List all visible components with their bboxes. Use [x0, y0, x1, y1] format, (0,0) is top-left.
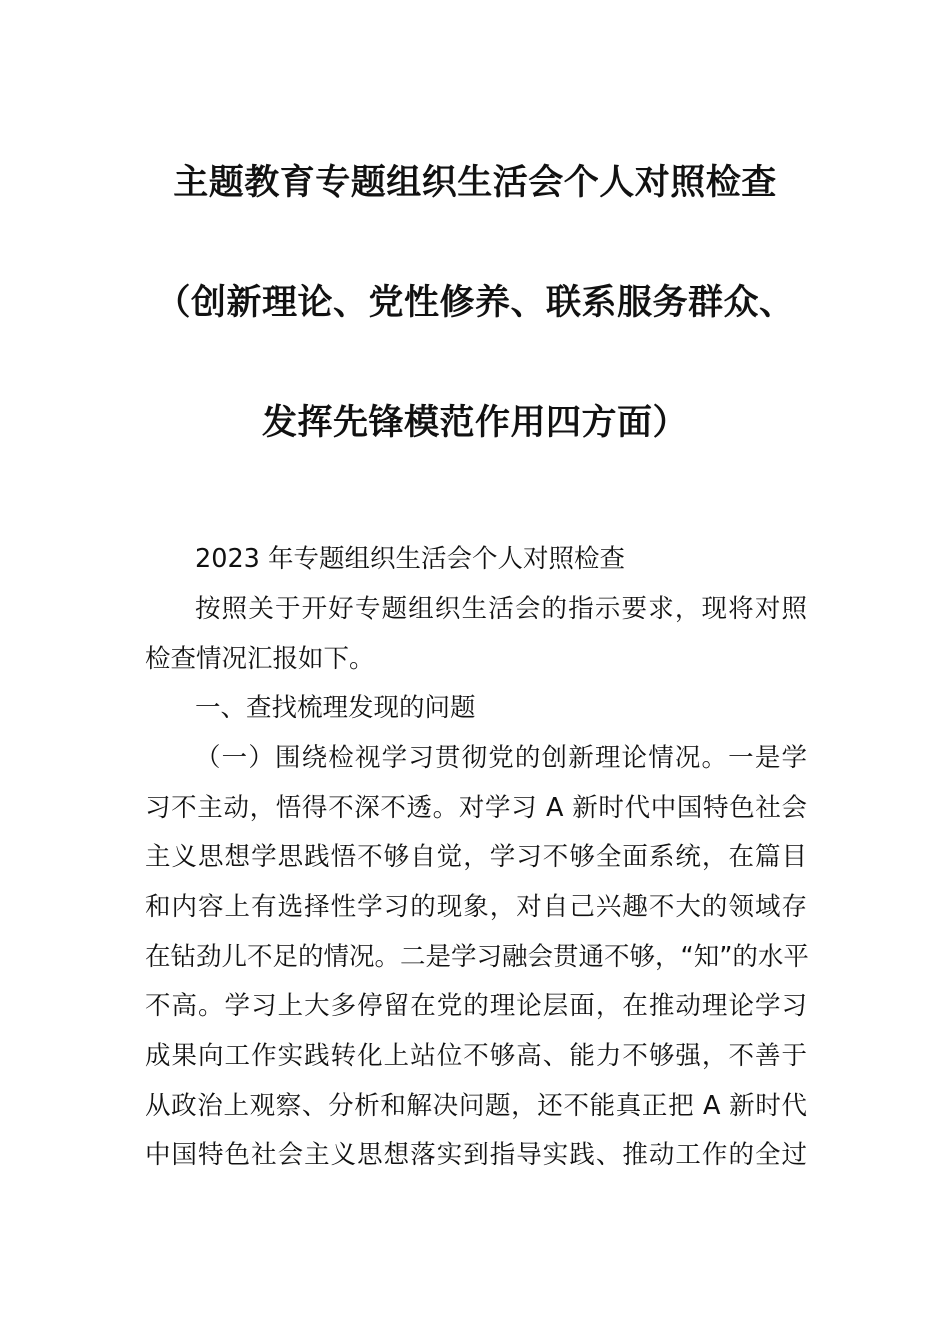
- paragraph-line: （一）围绕检视学习贯彻党的创新理论情况。一是学: [195, 743, 807, 773]
- section-heading: 一、查找梳理发现的问题: [195, 693, 476, 723]
- paragraph-line: 主义思想学思践悟不够自觉，学习不够全面系统，在篇目: [145, 842, 807, 872]
- document-title-line-2: （创新理论、党性修养、联系服务群众、: [155, 283, 795, 323]
- document-title-line-3: 发挥先锋模范作用四方面）: [261, 403, 688, 443]
- paragraph-line: 不高。学习上大多停留在党的理论层面，在推动理论学习: [145, 991, 807, 1021]
- paragraph-line: 按照关于开好专题组织生活会的指示要求，现将对照: [195, 594, 807, 624]
- subtitle-line: 2023 年专题组织生活会个人对照检查: [195, 544, 626, 574]
- paragraph-line: 中国特色社会主义思想落实到指导实践、推动工作的全过: [145, 1140, 807, 1170]
- paragraph-line: 和内容上有选择性学习的现象，对自己兴趣不大的领域存: [145, 892, 807, 922]
- paragraph-line: 检查情况汇报如下。: [145, 644, 375, 674]
- paragraph-line: 在钻劲儿不足的情况。二是学习融会贯通不够，“知”的水平: [145, 942, 809, 972]
- paragraph-line: 从政治上观察、分析和解决问题，还不能真正把 A 新时代: [145, 1091, 807, 1121]
- document-title-line-1: 主题教育专题组织生活会个人对照检查: [173, 163, 777, 203]
- paragraph-line: 成果向工作实践转化上站位不够高、能力不够强，不善于: [145, 1041, 807, 1071]
- paragraph-line: 习不主动，悟得不深不透。对学习 A 新时代中国特色社会: [145, 793, 807, 823]
